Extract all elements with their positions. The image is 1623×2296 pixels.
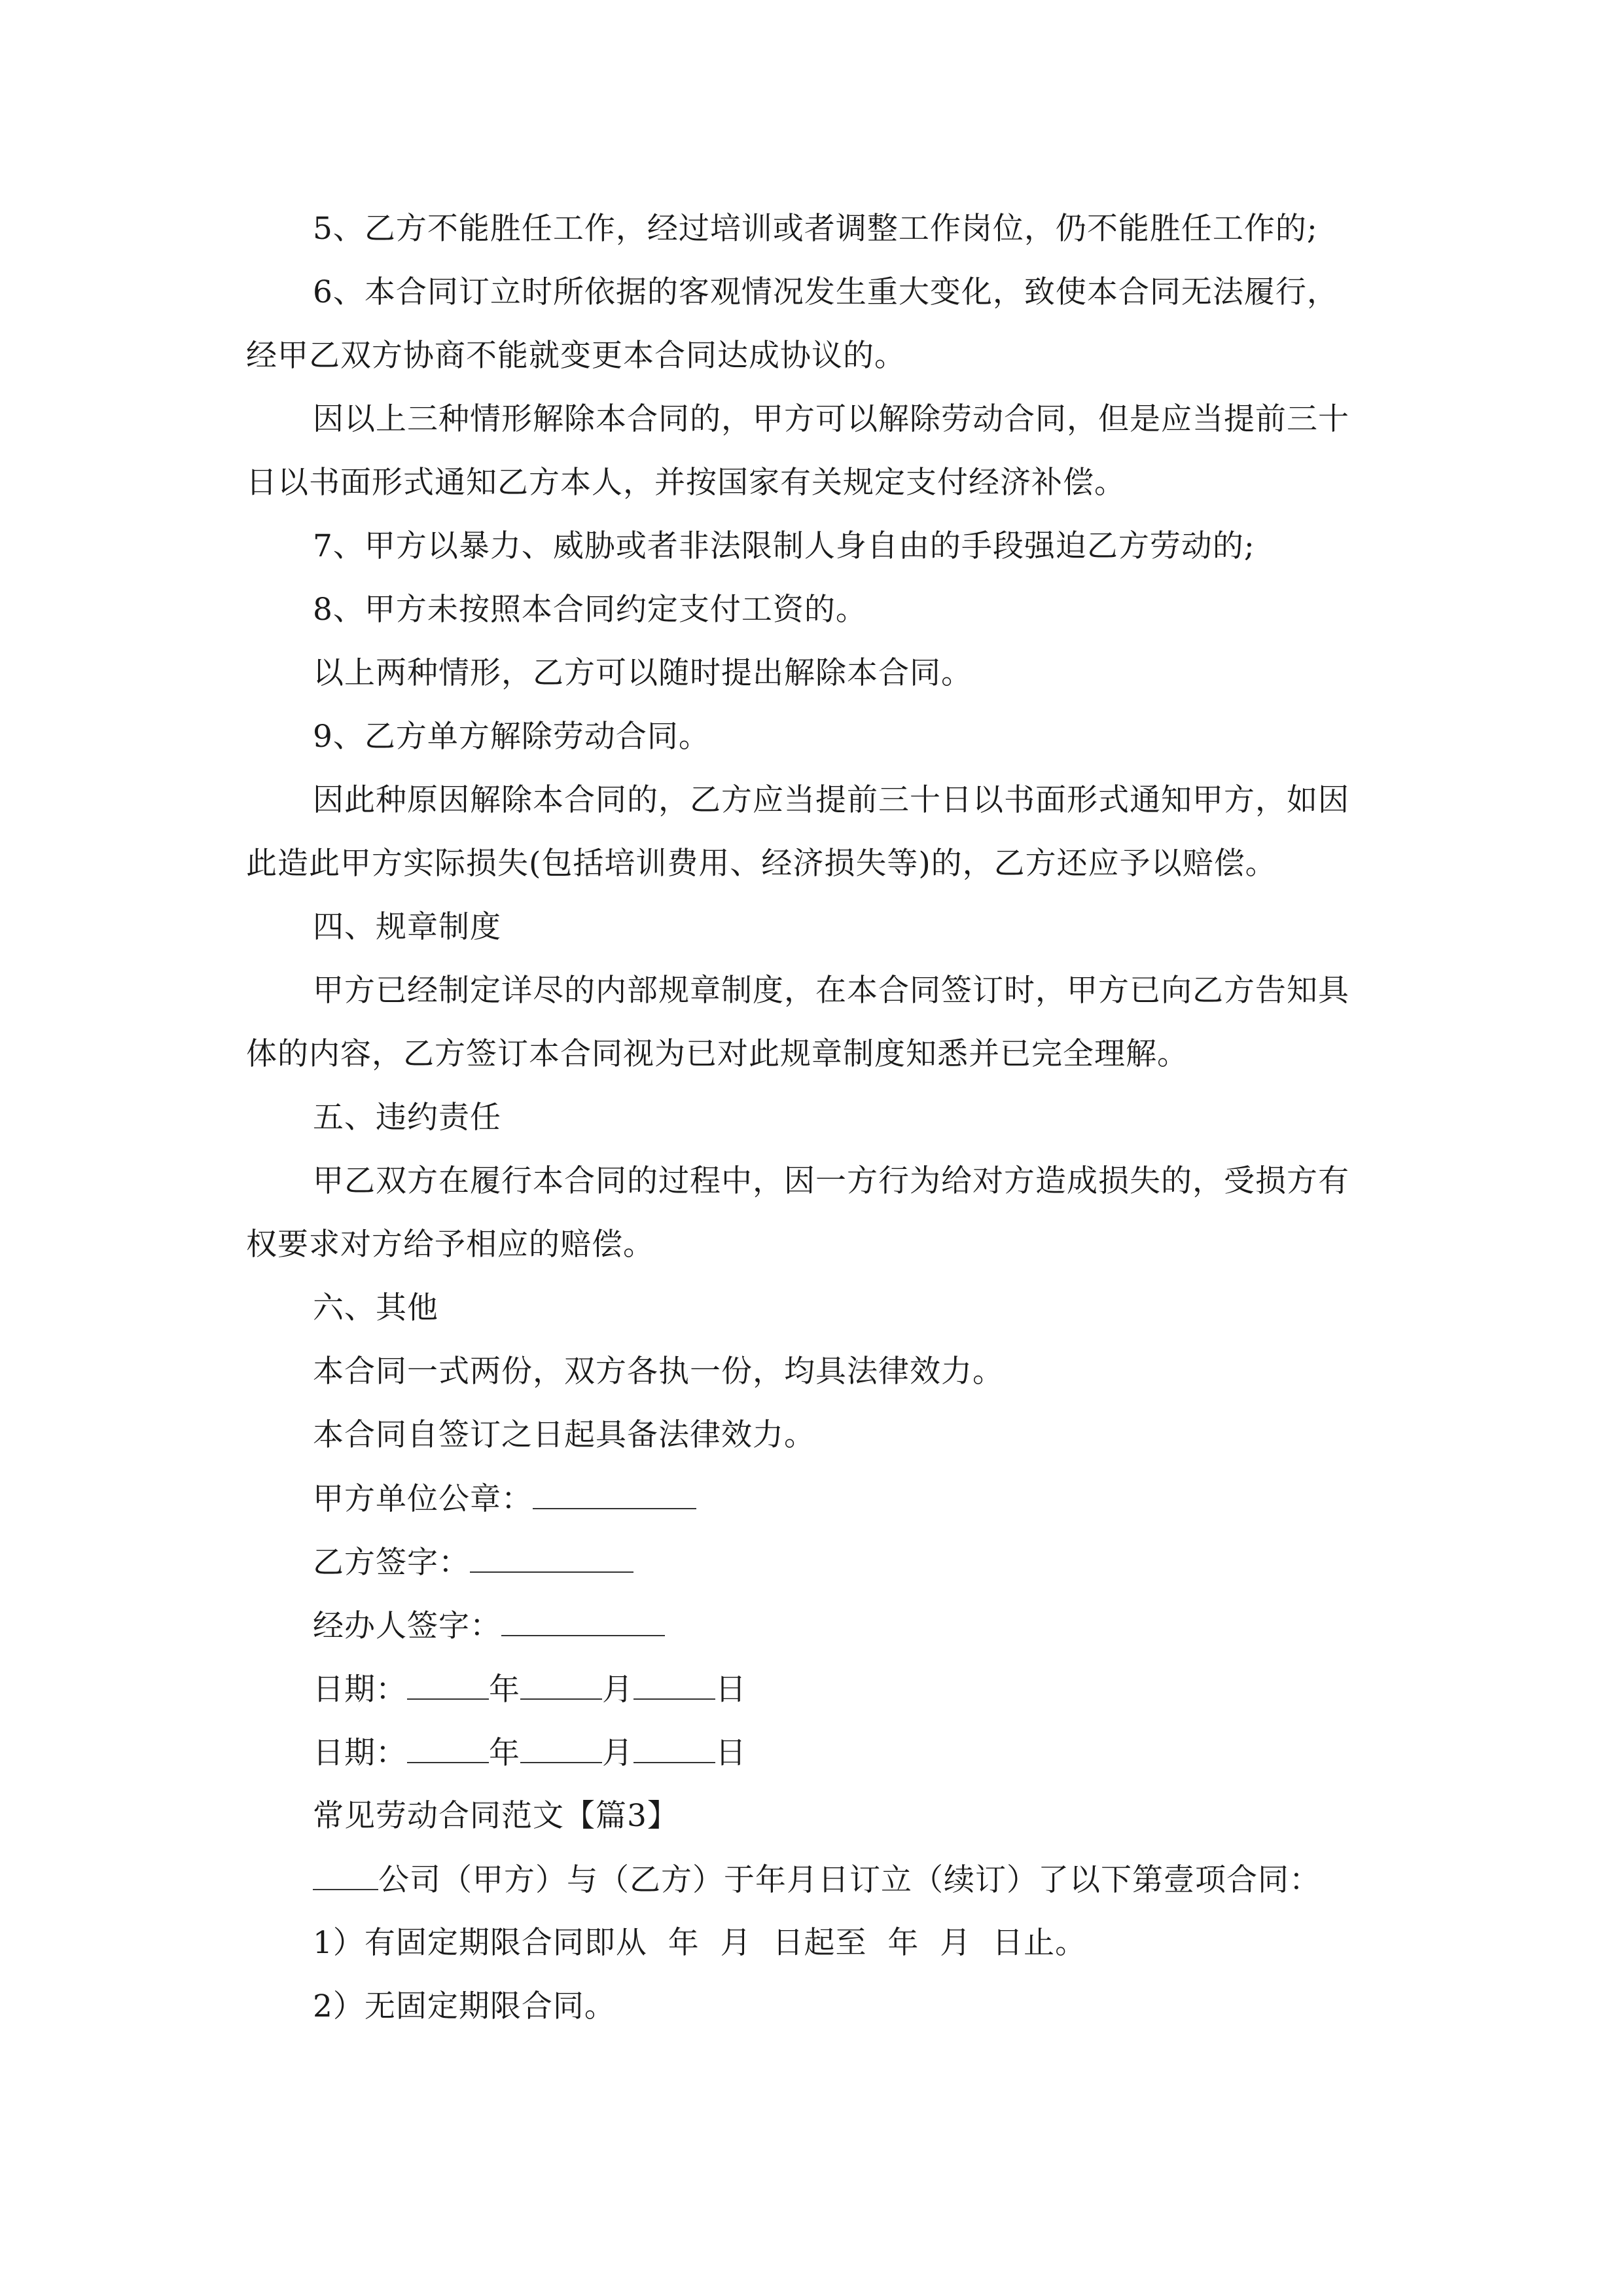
section-title: 常见劳动合同范文【篇3】 xyxy=(313,1798,679,1834)
paragraph-line: 体的内容，乙方签订本合同视为已对此规章制度知悉并已完全理解。 xyxy=(246,1036,1188,1072)
paragraph-line: 甲方已经制定详尽的内部规章制度，在本合同签订时，甲方已向乙方告知具 xyxy=(313,973,1349,1009)
paragraph-line: 因此种原因解除本合同的，乙方应当提前三十日以书面形式通知甲方，如因 xyxy=(313,782,1349,818)
day-blank xyxy=(633,1733,715,1763)
day-label: 日 xyxy=(715,1735,747,1771)
paragraph-line: 此造此甲方实际损失(包括培训费用、经济损失等)的，乙方还应予以赔偿。 xyxy=(246,846,1277,882)
day-blank xyxy=(633,1670,715,1700)
month-label: 月 xyxy=(602,1672,633,1708)
company-seal-label: 甲方单位公章： xyxy=(313,1481,533,1517)
company-seal-blank xyxy=(533,1479,696,1509)
section-heading: 六、其他 xyxy=(313,1290,438,1326)
date-label: 日期： xyxy=(313,1672,407,1708)
paragraph-line: 8、甲方未按照本合同约定支付工资的。 xyxy=(313,592,867,628)
contract-intro xyxy=(313,1860,1321,1900)
date-row xyxy=(313,1670,747,1710)
contract-intro-text: 公司（甲方）与（乙方）于年月日订立（续订）了以下第壹项合同： xyxy=(378,1862,1321,1898)
party-b-sign-label: 乙方签字： xyxy=(313,1545,470,1581)
paragraph-line: 7、甲方以暴力、威胁或者非法限制人身自由的手段强迫乙方劳动的; xyxy=(313,528,1255,564)
month-blank xyxy=(520,1733,602,1763)
handler-sign-row xyxy=(313,1606,665,1646)
paragraph-line: 本合同自签订之日起具备法律效力。 xyxy=(313,1417,815,1453)
paragraph-line: 以上两种情形，乙方可以随时提出解除本合同。 xyxy=(313,655,972,691)
company-name-blank xyxy=(313,1860,378,1890)
party-b-sign-row xyxy=(313,1543,633,1583)
paragraph-line: 5、乙方不能胜任工作，经过培训或者调整工作岗位，仍不能胜任工作的; xyxy=(313,211,1318,247)
handler-sign-label: 经办人签字： xyxy=(313,1608,501,1644)
date-label: 日期： xyxy=(313,1735,407,1771)
paragraph-line: 日以书面形式通知乙方本人，并按国家有关规定支付经济补偿。 xyxy=(246,465,1126,501)
paragraph-line: 因以上三种情形解除本合同的，甲方可以解除劳动合同，但是应当提前三十 xyxy=(313,401,1349,437)
list-item: 2）无固定期限合同。 xyxy=(313,1988,616,2024)
section-heading: 五、违约责任 xyxy=(313,1100,501,1136)
list-item: 1）有固定期限合同即从 年 月 日起至 年 月 日止。 xyxy=(313,1925,1087,1961)
company-seal-row xyxy=(313,1479,696,1519)
year-blank xyxy=(407,1733,489,1763)
paragraph-line: 9、乙方单方解除劳动合同。 xyxy=(313,719,710,755)
date-row xyxy=(313,1733,747,1773)
paragraph-line: 经甲乙双方协商不能就变更本合同达成协议的。 xyxy=(246,338,906,374)
handler-sign-blank xyxy=(501,1606,665,1636)
day-label: 日 xyxy=(715,1672,747,1708)
party-b-sign-blank xyxy=(470,1543,633,1573)
paragraph-line: 本合同一式两份，双方各执一份，均具法律效力。 xyxy=(313,1354,1004,1390)
paragraph-line: 6、本合同订立时所依据的客观情况发生重大变化，致使本合同无法履行， xyxy=(313,274,1338,310)
paragraph-line: 权要求对方给予相应的赔偿。 xyxy=(246,1227,654,1263)
month-blank xyxy=(520,1670,602,1700)
year-blank xyxy=(407,1670,489,1700)
month-label: 月 xyxy=(602,1735,633,1771)
year-label: 年 xyxy=(489,1672,520,1708)
year-label: 年 xyxy=(489,1735,520,1771)
paragraph-line: 甲乙双方在履行本合同的过程中，因一方行为给对方造成损失的，受损方有 xyxy=(313,1163,1349,1199)
section-heading: 四、规章制度 xyxy=(313,909,501,945)
